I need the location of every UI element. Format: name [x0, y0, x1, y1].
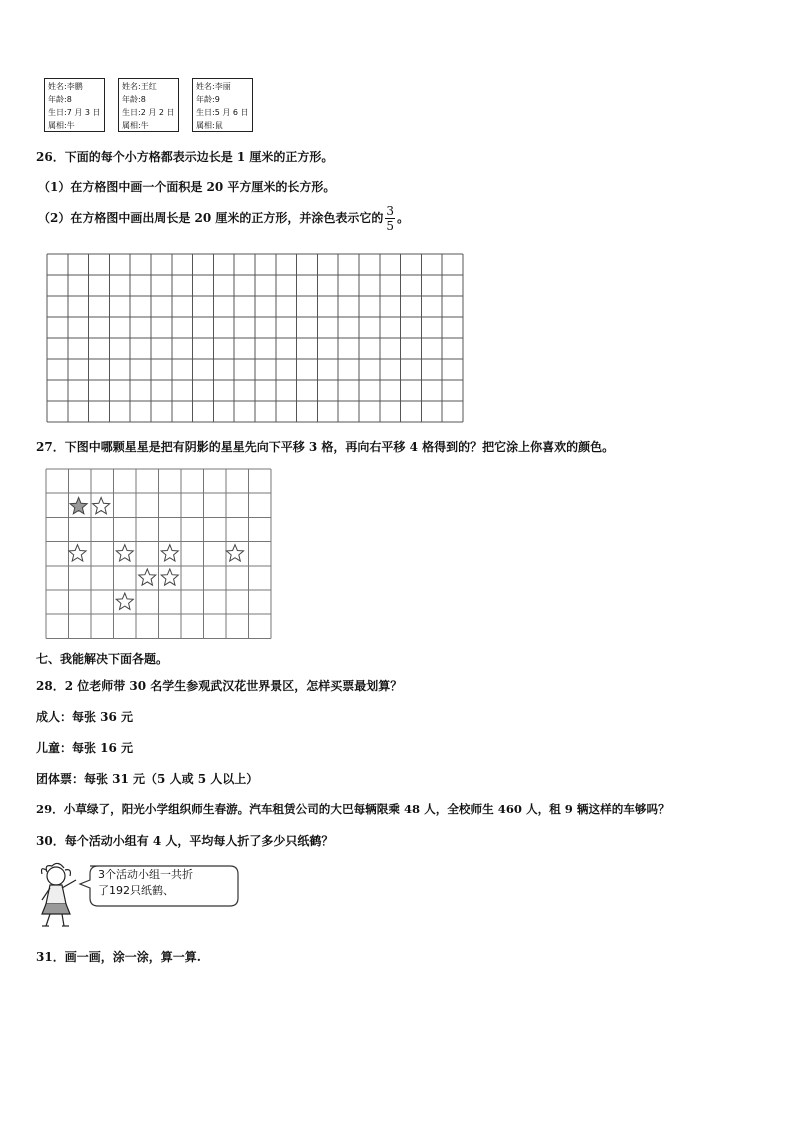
card-zodiac: 属相:牛 [122, 121, 149, 130]
fraction-denominator: 5 [386, 219, 395, 233]
part2-text: （2）在方格图中画出周长是 20 厘米的正方形，并涂色表示它的 [38, 211, 384, 225]
bubble-line-1: 3个活动小组一共折 [98, 868, 193, 881]
child-ticket-price: 儿童：每张 16 元 [36, 741, 134, 755]
card-zodiac: 属相:牛 [48, 121, 75, 130]
card-birthday: 生日:5 月 6 日 [196, 108, 249, 117]
card-age: 年龄:8 [48, 95, 72, 104]
question-28-title: 28．2 位老师带 30 名学生参观武汉花世界景区，怎样买票最划算？ [36, 679, 403, 693]
star-icon[interactable] [139, 569, 156, 585]
card-age: 年龄:8 [122, 95, 146, 104]
question-26-part2 [38, 204, 409, 233]
square-grid[interactable] [46, 253, 468, 425]
card-name: 姓名:王红 [122, 82, 157, 91]
question-29: 29．小草绿了，阳光小学组织师生春游。汽车租赁公司的大巴每辆限乘 48 人，全校师生 460 人，租 9 辆这样的车够吗？ [36, 802, 670, 816]
profile-card [44, 78, 105, 132]
fraction-numerator: 3 [386, 204, 395, 218]
star-icon[interactable] [69, 545, 86, 561]
question-26-part1: （1）在方格图中画一个面积是 20 平方厘米的长方形。 [38, 180, 336, 194]
card-name: 姓名:李鹏 [48, 82, 83, 91]
star-icon[interactable] [93, 498, 110, 514]
adult-ticket-price: 成人：每张 36 元 [36, 710, 134, 724]
card-zodiac: 属相:鼠 [196, 121, 223, 130]
question-26-title: 26．下面的每个小方格都表示边长是 1 厘米的正方形。 [36, 150, 334, 164]
star-grid[interactable] [45, 468, 273, 640]
group-ticket-price: 团体票：每张 31 元（5 人或 5 人以上） [36, 772, 259, 786]
star-icon[interactable] [161, 569, 178, 585]
star-icon[interactable] [226, 545, 243, 561]
profile-card [192, 78, 253, 132]
card-name: 姓名:李丽 [196, 82, 231, 91]
fraction [385, 204, 395, 233]
profile-card [118, 78, 179, 132]
star-icon[interactable] [161, 545, 178, 561]
card-age: 年龄:9 [196, 95, 220, 104]
bubble-line-2: 了192只纸鹤、 [98, 884, 174, 897]
part2-end: 。 [397, 211, 410, 225]
star-icon[interactable] [116, 593, 133, 609]
section-7-heading: 七、我能解决下面各题。 [36, 652, 169, 666]
question-27-title: 27．下图中哪颗星星是把有阴影的星星先向下平移 3 格，再向右平移 4 格得到的？把它涂上你喜欢的颜色。 [36, 440, 615, 454]
star-icon[interactable] [116, 545, 133, 561]
question-31: 31．画一画，涂一涂，算一算. [36, 950, 201, 964]
card-birthday: 生日:2 月 2 日 [122, 108, 175, 117]
card-birthday: 生日:7 月 3 日 [48, 108, 101, 117]
shaded-star-icon [70, 498, 87, 514]
question-30-title: 30．每个活动小组有 4 人，平均每人折了多少只纸鹤？ [36, 834, 334, 848]
